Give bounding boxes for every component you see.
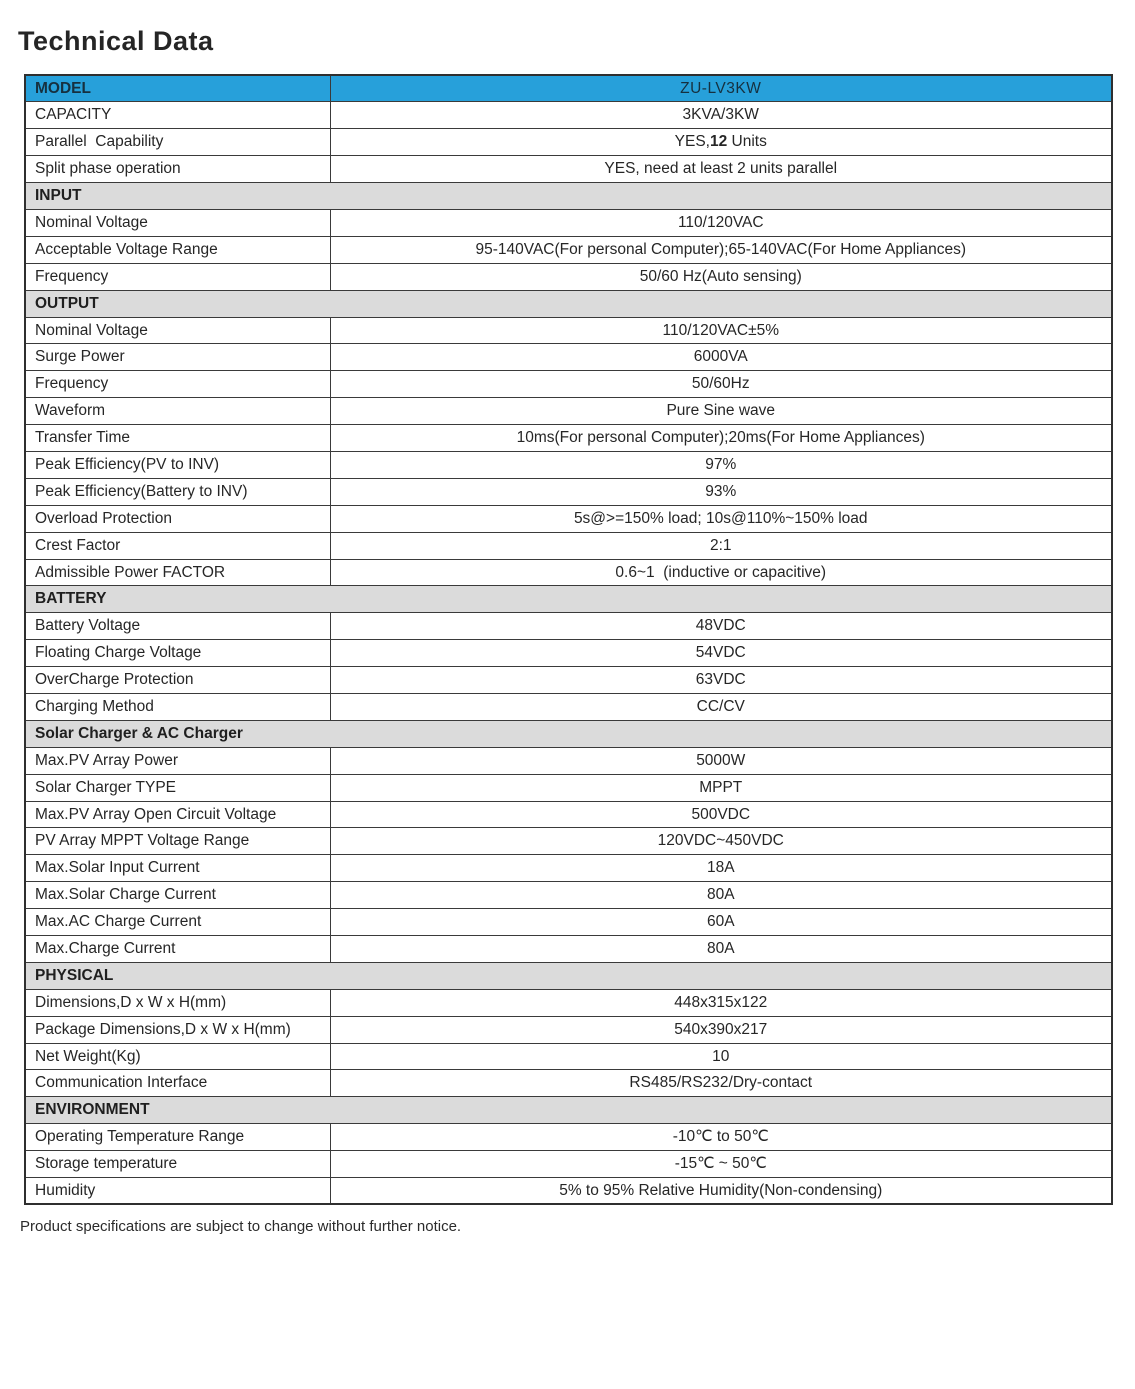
spec-label: Peak Efficiency(PV to INV) — [25, 451, 330, 478]
spec-label: Max.Solar Charge Current — [25, 882, 330, 909]
spec-row — [25, 640, 1112, 667]
spec-value: 5000W — [330, 747, 1112, 774]
spec-row — [25, 209, 1112, 236]
spec-row — [25, 855, 1112, 882]
spec-row — [25, 774, 1112, 801]
spec-value: 54VDC — [330, 640, 1112, 667]
spec-value: 3KVA/3KW — [330, 102, 1112, 129]
section-label: OUTPUT — [25, 290, 1112, 317]
spec-value: MPPT — [330, 774, 1112, 801]
spec-value: CC/CV — [330, 693, 1112, 720]
section-row — [25, 586, 1112, 613]
spec-value: 48VDC — [330, 613, 1112, 640]
spec-label: Acceptable Voltage Range — [25, 236, 330, 263]
spec-label: Frequency — [25, 371, 330, 398]
spec-row — [25, 317, 1112, 344]
spec-row — [25, 1151, 1112, 1178]
spec-row — [25, 236, 1112, 263]
spec-value: RS485/RS232/Dry-contact — [330, 1070, 1112, 1097]
spec-value: 540x390x217 — [330, 1016, 1112, 1043]
spec-row — [25, 129, 1112, 156]
model-header-row — [25, 75, 1112, 102]
spec-value: 5s@>=150% load; 10s@110%~150% load — [330, 505, 1112, 532]
spec-value: 60A — [330, 909, 1112, 936]
spec-row — [25, 559, 1112, 586]
spec-label: Solar Charger TYPE — [25, 774, 330, 801]
section-label: PHYSICAL — [25, 962, 1112, 989]
section-row — [25, 720, 1112, 747]
spec-row — [25, 882, 1112, 909]
model-label: MODEL — [25, 75, 330, 102]
spec-table-body — [25, 102, 1112, 1205]
spec-value: 10 — [330, 1043, 1112, 1070]
spec-label: Max.PV Array Power — [25, 747, 330, 774]
spec-row — [25, 1124, 1112, 1151]
spec-label: Frequency — [25, 263, 330, 290]
spec-row — [25, 936, 1112, 963]
model-value: ZU-LV3KW — [330, 75, 1112, 102]
spec-row — [25, 667, 1112, 694]
spec-value: -15℃ ~ 50℃ — [330, 1151, 1112, 1178]
spec-label: Peak Efficiency(Battery to INV) — [25, 478, 330, 505]
section-row — [25, 1097, 1112, 1124]
spec-row — [25, 1043, 1112, 1070]
spec-value: 93% — [330, 478, 1112, 505]
spec-row — [25, 425, 1112, 452]
spec-label: Split phase operation — [25, 156, 330, 183]
spec-value: 6000VA — [330, 344, 1112, 371]
spec-row — [25, 989, 1112, 1016]
spec-label: Waveform — [25, 398, 330, 425]
spec-label: Admissible Power FACTOR — [25, 559, 330, 586]
spec-row — [25, 1070, 1112, 1097]
section-label: ENVIRONMENT — [25, 1097, 1112, 1124]
spec-value: 63VDC — [330, 667, 1112, 694]
spec-label: Max.PV Array Open Circuit Voltage — [25, 801, 330, 828]
spec-label: Surge Power — [25, 344, 330, 371]
spec-value-part: Units — [727, 133, 767, 151]
spec-label: Dimensions,D x W x H(mm) — [25, 989, 330, 1016]
spec-label: Storage temperature — [25, 1151, 330, 1178]
spec-value-part: YES, — [674, 133, 710, 151]
spec-label: Operating Temperature Range — [25, 1124, 330, 1151]
section-row — [25, 290, 1112, 317]
spec-row — [25, 532, 1112, 559]
spec-label: OverCharge Protection — [25, 667, 330, 694]
spec-value: 500VDC — [330, 801, 1112, 828]
spec-label: Battery Voltage — [25, 613, 330, 640]
spec-label: Communication Interface — [25, 1070, 330, 1097]
spec-row — [25, 263, 1112, 290]
spec-label: PV Array MPPT Voltage Range — [25, 828, 330, 855]
page-title: Technical Data — [18, 26, 214, 56]
spec-row — [25, 747, 1112, 774]
section-label: INPUT — [25, 183, 1112, 210]
spec-row — [25, 693, 1112, 720]
spec-label: CAPACITY — [25, 102, 330, 129]
spec-label: Max.Solar Input Current — [25, 855, 330, 882]
spec-row — [25, 371, 1112, 398]
spec-value: 50/60 Hz(Auto sensing) — [330, 263, 1112, 290]
spec-label: Max.Charge Current — [25, 936, 330, 963]
spec-table-header — [25, 75, 1112, 102]
spec-label: Floating Charge Voltage — [25, 640, 330, 667]
spec-value: 2:1 — [330, 532, 1112, 559]
spec-value: 0.6~1 (inductive or capacitive) — [330, 559, 1112, 586]
spec-row — [25, 613, 1112, 640]
spec-row — [25, 505, 1112, 532]
spec-value: 448x315x122 — [330, 989, 1112, 1016]
spec-value: YES, need at least 2 units parallel — [330, 156, 1112, 183]
section-row — [25, 183, 1112, 210]
spec-label: Crest Factor — [25, 532, 330, 559]
spec-row — [25, 1016, 1112, 1043]
spec-label: Nominal Voltage — [25, 209, 330, 236]
spec-row — [25, 102, 1112, 129]
section-label: Solar Charger & AC Charger — [25, 720, 1112, 747]
spec-value — [330, 129, 1112, 156]
spec-row — [25, 344, 1112, 371]
spec-row — [25, 1178, 1112, 1205]
spec-label: Nominal Voltage — [25, 317, 330, 344]
spec-value: 80A — [330, 936, 1112, 963]
spec-value: 18A — [330, 855, 1112, 882]
spec-row — [25, 478, 1112, 505]
spec-label: Max.AC Charge Current — [25, 909, 330, 936]
spec-value: 110/120VAC — [330, 209, 1112, 236]
spec-row — [25, 451, 1112, 478]
spec-label: Parallel Capability — [25, 129, 330, 156]
spec-value: 95-140VAC(For personal Computer);65-140VAC(For Home Appliances) — [330, 236, 1112, 263]
spec-label: Charging Method — [25, 693, 330, 720]
spec-value: -10℃ to 50℃ — [330, 1124, 1112, 1151]
section-row — [25, 962, 1112, 989]
spec-row — [25, 828, 1112, 855]
spec-label: Transfer Time — [25, 425, 330, 452]
spec-value: 80A — [330, 882, 1112, 909]
spec-label: Overload Protection — [25, 505, 330, 532]
spec-value: 110/120VAC±5% — [330, 317, 1112, 344]
spec-value: Pure Sine wave — [330, 398, 1112, 425]
spec-value: 120VDC~450VDC — [330, 828, 1112, 855]
spec-value: 10ms(For personal Computer);20ms(For Home Appliances) — [330, 425, 1112, 452]
spec-row — [25, 909, 1112, 936]
spec-value: 97% — [330, 451, 1112, 478]
spec-value: 5% to 95% Relative Humidity(Non-condensing) — [330, 1178, 1112, 1205]
spec-label: Humidity — [25, 1178, 330, 1205]
spec-value-bold-part: 12 — [709, 133, 728, 151]
spec-label: Package Dimensions,D x W x H(mm) — [25, 1016, 330, 1043]
section-label: BATTERY — [25, 586, 1112, 613]
technical-data-table — [24, 74, 1113, 1205]
spec-label: Net Weight(Kg) — [25, 1043, 330, 1070]
spec-row — [25, 801, 1112, 828]
footer-note: Product specifications are subject to change without further notice. — [20, 1218, 462, 1236]
spec-row — [25, 398, 1112, 425]
spec-value: 50/60Hz — [330, 371, 1112, 398]
spec-row — [25, 156, 1112, 183]
